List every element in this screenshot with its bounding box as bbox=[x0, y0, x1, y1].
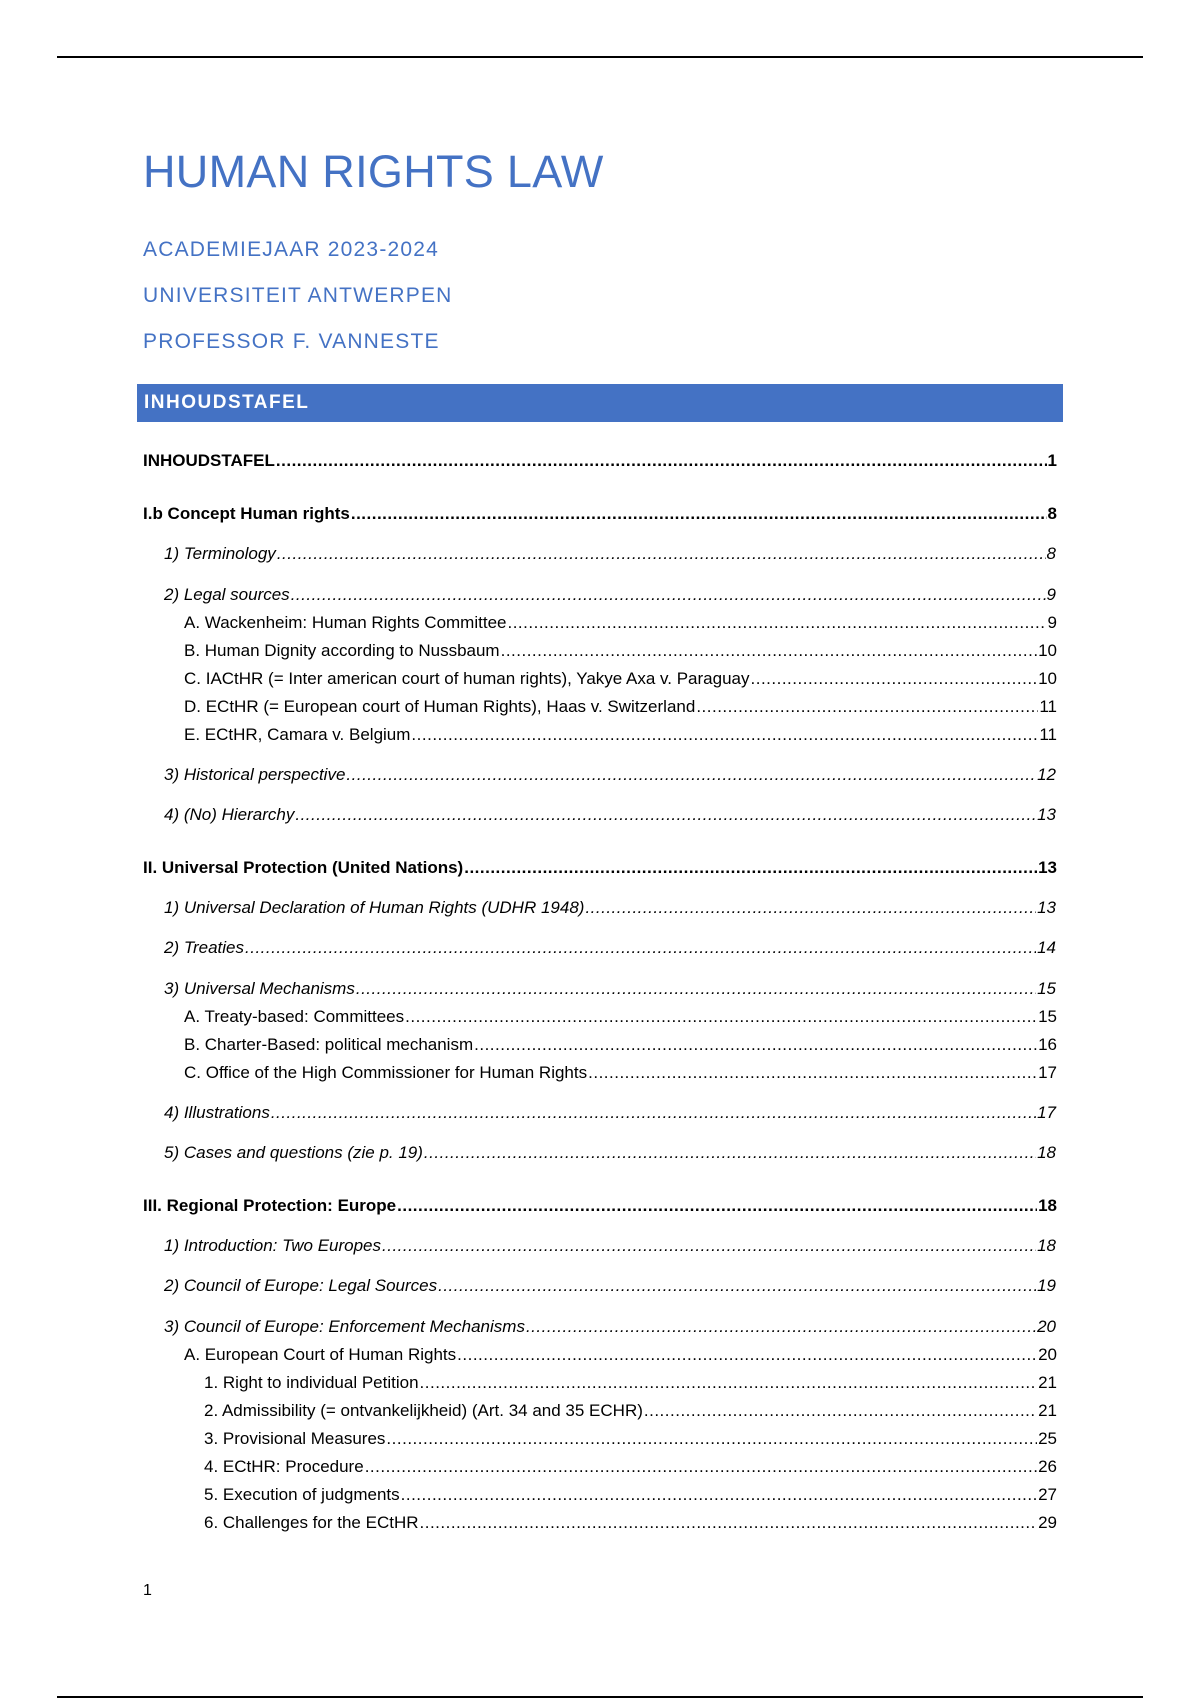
toc-entry-page: 1 bbox=[1047, 451, 1057, 470]
toc-dot-leader bbox=[356, 978, 1036, 1000]
toc-entry[interactable] bbox=[164, 1316, 1056, 1338]
toc-entry[interactable] bbox=[184, 1034, 1057, 1056]
toc-entry-page: 12 bbox=[1037, 765, 1056, 784]
toc-entry[interactable] bbox=[184, 668, 1057, 690]
toc-entry-page: 15 bbox=[1037, 979, 1056, 998]
toc-entry[interactable] bbox=[184, 640, 1057, 662]
toc-entry-label: 2) Legal sources bbox=[164, 585, 290, 604]
toc-entry-label: 1. Right to individual Petition bbox=[204, 1373, 419, 1392]
toc-dot-leader bbox=[401, 1484, 1037, 1506]
toc-entry[interactable] bbox=[164, 804, 1056, 826]
toc-dot-leader bbox=[474, 1034, 1037, 1056]
toc-entry-label: C. Office of the High Commissioner for Human Rights bbox=[184, 1063, 588, 1082]
toc-entry-label: I.b Concept Human rights bbox=[143, 504, 350, 523]
toc-entry[interactable] bbox=[164, 1275, 1056, 1297]
toc-dot-leader bbox=[382, 1235, 1036, 1257]
toc-entry-label: B. Human Dignity according to Nussbaum bbox=[184, 641, 500, 660]
page-number: 1 bbox=[143, 1582, 152, 1599]
toc-entry-label: A. Treaty-based: Committees bbox=[184, 1007, 405, 1026]
toc-entry-label: 4. ECtHR: Procedure bbox=[204, 1457, 364, 1476]
toc-entry-label: 2) Council of Europe: Legal Sources bbox=[164, 1276, 438, 1295]
toc-entry-page: 15 bbox=[1038, 1007, 1057, 1026]
toc-entry-page: 17 bbox=[1038, 1063, 1057, 1082]
toc-dot-leader bbox=[397, 1195, 1037, 1217]
toc-dot-leader bbox=[644, 1400, 1037, 1422]
toc-entry-label: 3) Council of Europe: Enforcement Mechanisms bbox=[164, 1317, 525, 1336]
top-rule bbox=[57, 56, 1143, 58]
toc-entry-page: 17 bbox=[1037, 1103, 1056, 1122]
toc-entry-page: 21 bbox=[1038, 1373, 1057, 1392]
toc-entry[interactable] bbox=[164, 937, 1056, 959]
toc-entry-page: 10 bbox=[1038, 669, 1057, 688]
university-name: UNIVERSITEIT ANTWERPEN bbox=[143, 284, 453, 307]
toc-entry-page: 10 bbox=[1038, 641, 1057, 660]
toc-entry[interactable] bbox=[164, 897, 1056, 919]
toc-dot-leader bbox=[295, 804, 1036, 826]
toc-dot-leader bbox=[365, 1456, 1037, 1478]
toc-entry-label: 4) Illustrations bbox=[164, 1103, 270, 1122]
toc-entry-page: 13 bbox=[1037, 805, 1056, 824]
toc-entry[interactable] bbox=[204, 1372, 1057, 1394]
toc-entry[interactable] bbox=[204, 1456, 1057, 1478]
toc-entry-page: 16 bbox=[1038, 1035, 1057, 1054]
toc-entry-label: 5) Cases and questions (zie p. 19) bbox=[164, 1143, 423, 1162]
toc-entry-page: 20 bbox=[1038, 1345, 1057, 1364]
toc-entry-label: C. IACtHR (= Inter american court of human rights), Yakye Axa v. Paraguay bbox=[184, 669, 750, 688]
toc-entry[interactable] bbox=[184, 612, 1057, 634]
toc-dot-leader bbox=[291, 584, 1046, 606]
toc-entry-page: 9 bbox=[1047, 613, 1057, 632]
toc-entry[interactable] bbox=[204, 1400, 1057, 1422]
toc-dot-leader bbox=[276, 450, 1047, 472]
toc-entry[interactable] bbox=[143, 857, 1057, 879]
toc-entry[interactable] bbox=[164, 584, 1056, 606]
toc-entry-page: 13 bbox=[1038, 858, 1057, 877]
toc-entry-page: 8 bbox=[1047, 504, 1057, 523]
toc-dot-leader bbox=[277, 543, 1046, 565]
toc-entry-page: 27 bbox=[1038, 1485, 1057, 1504]
toc-entry-label: 3) Historical perspective bbox=[164, 765, 346, 784]
toc-entry-page: 25 bbox=[1038, 1429, 1057, 1448]
toc-entry-label: 1) Terminology bbox=[164, 544, 276, 563]
toc-dot-leader bbox=[507, 612, 1046, 634]
toc-dot-leader bbox=[457, 1344, 1037, 1366]
document-title: HUMAN RIGHTS LAW bbox=[143, 146, 604, 197]
toc-entry-label: 5. Execution of judgments bbox=[204, 1485, 400, 1504]
toc-entry[interactable] bbox=[184, 696, 1057, 718]
toc-entry-label: II. Universal Protection (United Nations) bbox=[143, 858, 464, 877]
toc-entry-page: 14 bbox=[1037, 938, 1056, 957]
toc-entry[interactable] bbox=[204, 1512, 1057, 1534]
toc-entry-label: D. ECtHR (= European court of Human Rights), Haas v. Switzerland bbox=[184, 697, 696, 716]
toc-dot-leader bbox=[411, 724, 1038, 746]
toc-entry-label: 1) Universal Declaration of Human Rights (UDHR 1948) bbox=[164, 898, 585, 917]
toc-entry[interactable] bbox=[164, 543, 1056, 565]
toc-entry-label: B. Charter-Based: political mechanism bbox=[184, 1035, 474, 1054]
toc-entry[interactable] bbox=[184, 1006, 1057, 1028]
toc-dot-leader bbox=[526, 1316, 1036, 1338]
toc-dot-leader bbox=[420, 1512, 1038, 1534]
toc-dot-leader bbox=[696, 696, 1038, 718]
toc-entry[interactable] bbox=[143, 503, 1057, 525]
toc-dot-leader bbox=[438, 1275, 1036, 1297]
toc-entry-page: 9 bbox=[1046, 585, 1056, 604]
toc-entry-page: 11 bbox=[1039, 725, 1057, 744]
toc-entry[interactable] bbox=[204, 1484, 1057, 1506]
toc-entry-label: A. Wackenheim: Human Rights Committee bbox=[184, 613, 507, 632]
toc-entry-page: 29 bbox=[1038, 1513, 1057, 1532]
toc-entry-label: 3) Universal Mechanisms bbox=[164, 979, 355, 998]
toc-entry[interactable] bbox=[184, 1062, 1057, 1084]
academic-year: ACADEMIEJAAR 2023-2024 bbox=[143, 238, 440, 261]
toc-dot-leader bbox=[464, 857, 1037, 879]
toc-entry[interactable] bbox=[184, 1344, 1057, 1366]
toc-entry-page: 11 bbox=[1039, 697, 1057, 716]
toc-entry[interactable] bbox=[164, 1235, 1056, 1257]
toc-dot-leader bbox=[346, 764, 1036, 786]
toc-entry[interactable] bbox=[164, 978, 1056, 1000]
toc-dot-leader bbox=[420, 1372, 1038, 1394]
toc-entry[interactable] bbox=[164, 1142, 1056, 1164]
toc-entry[interactable] bbox=[204, 1428, 1057, 1450]
toc-entry[interactable] bbox=[184, 724, 1057, 746]
toc-entry-page: 18 bbox=[1038, 1196, 1057, 1215]
bottom-rule bbox=[57, 1696, 1143, 1698]
toc-entry[interactable] bbox=[143, 450, 1057, 472]
toc-dot-leader bbox=[245, 937, 1036, 959]
toc-heading-banner: INHOUDSTAFEL bbox=[137, 384, 1063, 422]
professor-name: PROFESSOR F. VANNESTE bbox=[143, 330, 440, 353]
toc-dot-leader bbox=[588, 1062, 1037, 1084]
toc-entry-page: 8 bbox=[1046, 544, 1056, 563]
toc-entry-page: 21 bbox=[1038, 1401, 1057, 1420]
toc-dot-leader bbox=[751, 668, 1038, 690]
toc-entry-label: 1) Introduction: Two Europes bbox=[164, 1236, 382, 1255]
toc-dot-leader bbox=[424, 1142, 1036, 1164]
toc-entry-label: 6. Challenges for the ECtHR bbox=[204, 1513, 419, 1532]
toc-entry-page: 20 bbox=[1037, 1317, 1056, 1336]
toc-entry-label: 4) (No) Hierarchy bbox=[164, 805, 295, 824]
toc-entry-label: INHOUDSTAFEL bbox=[143, 451, 275, 470]
toc-entry-page: 18 bbox=[1037, 1236, 1056, 1255]
toc-entry-label: 3. Provisional Measures bbox=[204, 1429, 386, 1448]
toc-dot-leader bbox=[405, 1006, 1037, 1028]
toc-dot-leader bbox=[501, 640, 1037, 662]
toc-entry-page: 18 bbox=[1037, 1143, 1056, 1162]
toc-entry-label: A. European Court of Human Rights bbox=[184, 1345, 457, 1364]
toc-entry[interactable] bbox=[164, 1102, 1056, 1124]
toc-entry-page: 13 bbox=[1037, 898, 1056, 917]
toc-entry-label: E. ECtHR, Camara v. Belgium bbox=[184, 725, 411, 744]
toc-entry-label: III. Regional Protection: Europe bbox=[143, 1196, 397, 1215]
toc-entry-label: 2) Treaties bbox=[164, 938, 244, 957]
toc-entry[interactable] bbox=[164, 764, 1056, 786]
toc-dot-leader bbox=[271, 1102, 1036, 1124]
toc-entry-page: 26 bbox=[1038, 1457, 1057, 1476]
toc-entry[interactable] bbox=[143, 1195, 1057, 1217]
toc-dot-leader bbox=[351, 503, 1047, 525]
toc-entry-page: 19 bbox=[1037, 1276, 1056, 1295]
toc-dot-leader bbox=[585, 897, 1036, 919]
toc-entry-label: 2. Admissibility (= ontvankelijkheid) (Art. 34 and 35 ECHR) bbox=[204, 1401, 643, 1420]
toc-dot-leader bbox=[386, 1428, 1037, 1450]
